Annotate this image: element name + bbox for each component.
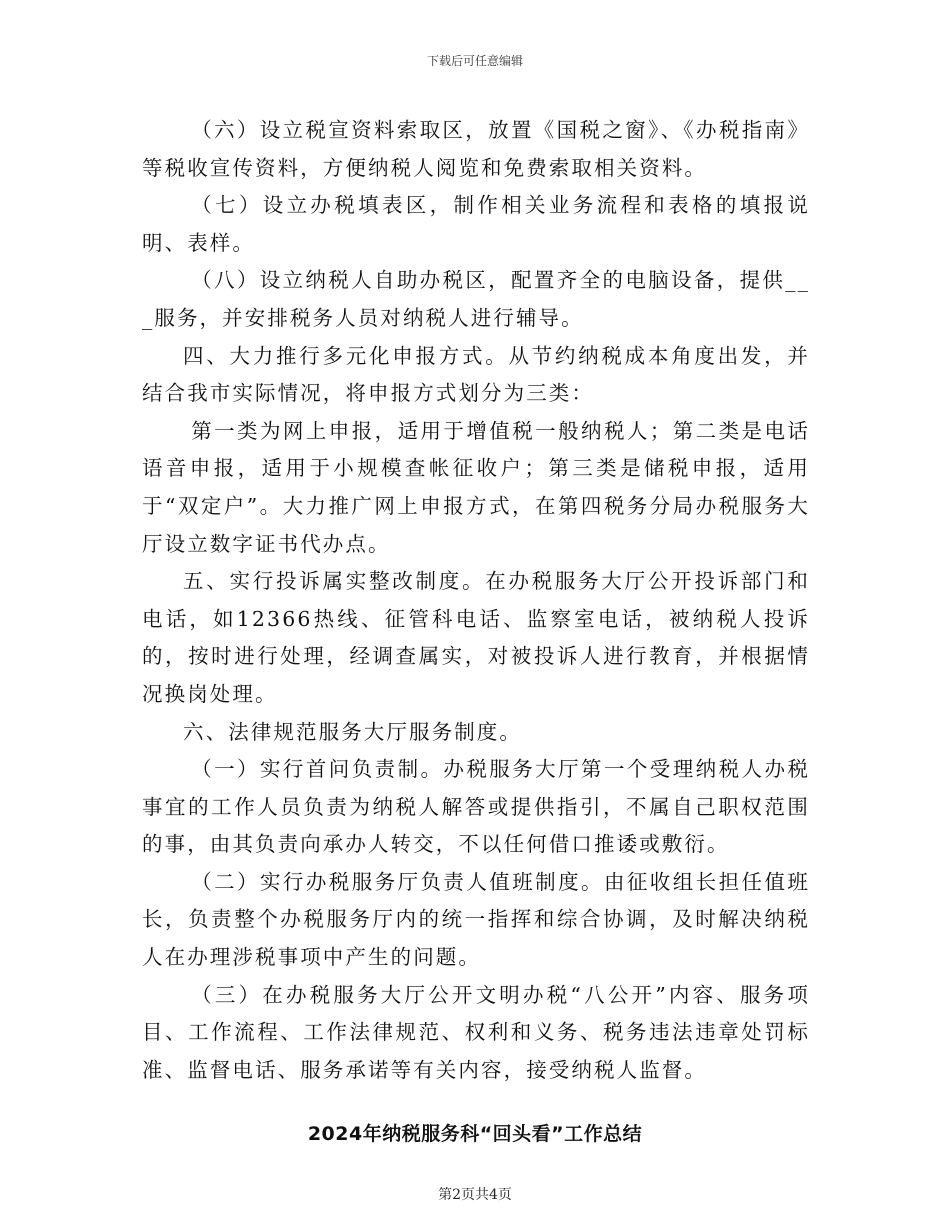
document-body: [142, 112, 810, 1089]
page-header: 下载后可任意编辑: [426, 54, 523, 68]
paragraph-section-4: 四、大力推行多元化申报方式。从节约纳税成本角度出发，并结合我市实际情况，将申报方式划分为三类：: [142, 343, 810, 406]
document-title: 2024年纳税服务科“回头看”工作总结: [307, 1123, 643, 1145]
page-footer: 第2页共4页: [438, 1187, 512, 1203]
paragraph-item-6: （六）设立税宣资料索取区，放置《国税之窗》、《办税指南》等税收宣传资料，方便纳税人阅览和免费索取相关资料。: [142, 118, 810, 180]
paragraph-section-6: 六、法律规范服务大厅服务制度。: [183, 719, 522, 744]
paragraph-subitem-2: （二）实行办税服务厅负责人值班制度。由征收组长担任值班长，负责整个办税服务厅内的统一指挥和综合协调，及时解决纳税人在办理涉税事项中产生的问题。: [142, 869, 810, 970]
paragraph-subitem-1: （一）实行首问负责制。办税服务大厅第一个受理纳税人办税事宜的工作人员负责为纳税人解答或提供指引，不属自己职权范围的事，由其负责向承办人转交，不以任何借口推诿或敷衍。: [142, 757, 810, 857]
paragraph-item-8: （八）设立纳税人自助办税区，配置齐全的电脑设备，提供___服务，并安排税务人员对纳税人进行辅导。: [142, 268, 810, 330]
paragraph-subitem-3: （三）在办税服务大厅公开文明办税“八公开”内容、服务项目、工作流程、工作法律规范、权利和义务、税务违法违章处罚标准、监督电话、服务承诺等有关内容，接受纳税人监督。: [142, 982, 810, 1082]
paragraph-declaration-types: 第一类为网上申报，适用于增值税一般纳税人；第二类是电话语音申报，适用于小规模查帐征收户；第三类是储税申报，适用于“双定户”。大力推广网上申报方式，在第四税务分局办税服务大厅设立数字证书代办点。: [142, 418, 810, 556]
paragraph-item-7: （七）设立办税填表区，制作相关业务流程和表格的填报说明、表样。: [142, 193, 810, 255]
paragraph-section-5: 五、实行投诉属实整改制度。在办税服务大厅公开投诉部门和电话，如12366热线、征管科电话、监察室电话，被纳税人投诉的，按时进行处理，经调查属实，对被投诉人进行教育，并根据情况换岗处理。: [142, 569, 810, 706]
